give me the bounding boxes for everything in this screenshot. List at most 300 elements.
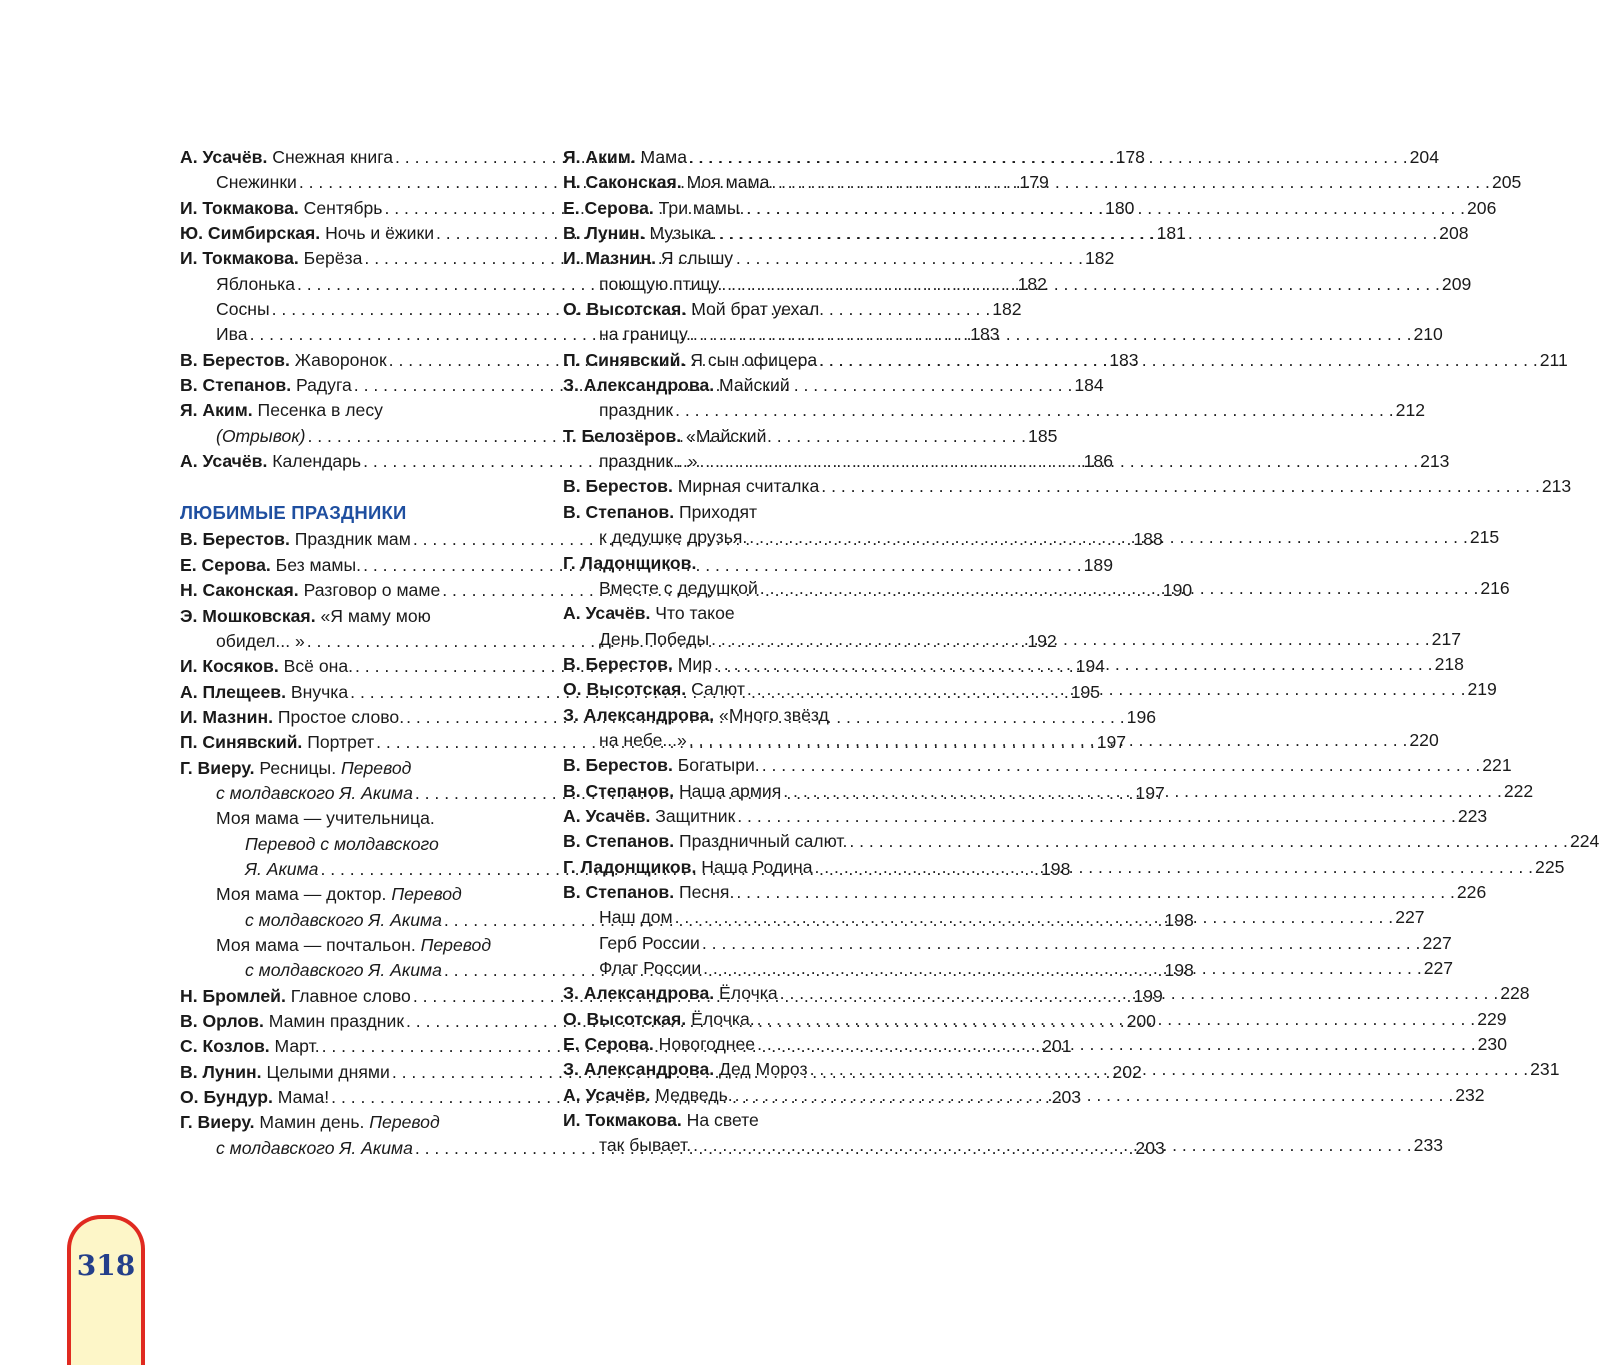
toc-title: Музыка.	[649, 223, 717, 244]
toc-title: Новогоднее	[658, 1034, 756, 1055]
toc-page-number: 215	[1469, 527, 1500, 548]
toc-entry-text	[245, 958, 442, 983]
toc-author: В. Лунин.	[563, 223, 645, 244]
toc-entry-text	[180, 680, 348, 705]
toc-entry[interactable]	[563, 373, 910, 398]
toc-page-number: 218	[1434, 653, 1464, 674]
toc-translation-note: (Отрывок)	[216, 425, 306, 446]
toc-title: праздник...»	[599, 451, 698, 472]
toc-entry-text	[180, 348, 387, 373]
toc-entry[interactable]	[563, 398, 1426, 423]
toc-author: Н. Саконская.	[180, 580, 299, 601]
toc-entry-text	[563, 1108, 759, 1133]
toc-entry[interactable]	[563, 829, 1599, 854]
toc-author: А. Усачёв.	[563, 603, 651, 624]
dot-leader	[771, 170, 1490, 195]
toc-author: Е. Серова.	[563, 1034, 654, 1055]
toc-title: на небе...»	[599, 729, 687, 750]
toc-entry[interactable]	[563, 474, 1572, 499]
toc-title: Мой брат уехал	[691, 299, 820, 320]
toc-entry-text	[563, 804, 735, 829]
toc-author: Я. Аким.	[180, 400, 253, 421]
toc-page-number: 205	[1491, 172, 1522, 193]
toc-page-number: 210	[1413, 324, 1443, 345]
toc-entry[interactable]	[180, 832, 526, 857]
toc-page-number: 227	[1395, 907, 1425, 928]
toc-title: Всё она.	[283, 656, 354, 677]
toc-page-number: 188	[1133, 529, 1163, 550]
toc-author: В. Берестов.	[563, 476, 673, 497]
toc-title: Снежинки	[216, 172, 297, 193]
toc-author: О. Высотская.	[563, 299, 687, 320]
toc-entry-text	[180, 604, 431, 629]
toc-title: Моя мама — учительница.	[216, 808, 435, 829]
toc-title: Наш дом	[599, 907, 673, 928]
toc-title: Мирная считалка	[677, 476, 820, 497]
toc-page-number: 180	[1105, 197, 1135, 218]
toc-author: Г. Ладонщиков.	[563, 856, 697, 877]
toc-page-number: 200	[1126, 1011, 1156, 1031]
toc-author: З. Александрова.	[563, 375, 715, 396]
toc-entry-text	[216, 424, 305, 449]
toc-author: Я. Аким.	[563, 147, 636, 167]
toc-title: Богатыри.	[677, 755, 760, 776]
toc-title: Календарь	[272, 451, 362, 472]
dot-leader	[675, 905, 1394, 930]
toc-title: Ресницы.	[259, 757, 337, 778]
toc-title: Ночь и ёжики	[325, 223, 435, 244]
toc-page-number: 194	[1075, 656, 1105, 677]
toc-title: поющую птицу	[599, 273, 720, 294]
toc-author: А. Усачёв.	[563, 1084, 651, 1105]
toc-title: Жаворонок	[294, 349, 387, 370]
toc-entry-text	[216, 933, 491, 958]
toc-title: Наша армия	[678, 780, 782, 801]
toc-page-number: 227	[1423, 958, 1454, 978]
toc-title: Праздник мам	[294, 529, 411, 550]
toc-entry[interactable]	[180, 604, 526, 629]
dot-leader	[703, 956, 1422, 981]
toc-entry-text	[245, 832, 439, 857]
dot-leader	[721, 272, 1440, 297]
toc-title: Мир	[677, 653, 713, 674]
toc-title: Главное слово	[290, 985, 411, 1006]
toc-entry-text	[563, 474, 819, 499]
toc-title: Целыми днями	[266, 1061, 390, 1082]
toc-entry[interactable]	[563, 297, 910, 322]
toc-entry-text	[563, 703, 829, 728]
toc-entry-text	[180, 756, 411, 781]
toc-author: Н. Бромлей.	[180, 985, 286, 1006]
toc-page-number: 181	[1156, 223, 1186, 244]
toc-entry[interactable]	[180, 882, 526, 907]
toc-title: Сентябрь	[303, 197, 383, 218]
toc-page-number: 208	[1439, 223, 1469, 244]
toc-title: Разговор о маме	[303, 580, 441, 601]
toc-author: В. Орлов.	[180, 1011, 264, 1031]
dot-leader	[689, 145, 1408, 170]
toc-author: В. Степанов.	[563, 780, 675, 801]
toc-author: П. Синявский.	[563, 349, 686, 370]
toc-entry[interactable]	[180, 398, 526, 423]
toc-title: Снежная книга	[272, 147, 394, 167]
toc-title: Яблонька	[216, 273, 295, 294]
dot-leader	[746, 196, 1465, 221]
toc-page-number: 197	[1135, 782, 1165, 803]
toc-author: В. Степанов.	[563, 831, 675, 852]
toc-entry-text	[216, 297, 270, 322]
toc-entry-text	[180, 1009, 404, 1034]
dot-leader	[700, 449, 1419, 474]
toc-translation-note: с молдавского Я. Акима	[216, 1137, 413, 1158]
toc-title: Песня.	[678, 881, 735, 902]
toc-entry-text	[180, 196, 382, 221]
toc-page-number: 216	[1480, 577, 1510, 598]
toc-title: Берёза	[303, 248, 363, 269]
section-heading: ЛЮБИМЫЕ ПРАЗДНИКИ	[180, 502, 407, 524]
toc-page-number: 185	[1028, 425, 1058, 446]
toc-entry-text	[216, 629, 305, 654]
toc-title: Мама!	[277, 1087, 330, 1108]
toc-title: так бывает.	[599, 1135, 692, 1156]
toc-entry-text	[180, 1034, 320, 1059]
dot-leader	[814, 855, 1533, 880]
toc-entry-text	[180, 1110, 440, 1135]
toc-entry-text	[563, 297, 819, 322]
toc-entry-text	[563, 1007, 755, 1032]
toc-title: Медведь.	[655, 1084, 733, 1105]
toc-entry-text	[216, 322, 248, 347]
toc-translation-note: Перевод	[391, 884, 462, 905]
toc-entry[interactable]	[563, 601, 910, 626]
toc-entry[interactable]	[563, 246, 910, 271]
toc-page-number: 182	[1017, 273, 1047, 294]
toc-entry-text	[180, 246, 362, 271]
dot-leader	[693, 322, 1412, 347]
toc-entry-text	[563, 170, 769, 195]
toc-entry[interactable]	[563, 753, 1512, 778]
toc-entry-text	[563, 829, 847, 854]
toc-entry-text	[563, 196, 744, 221]
toc-page-number: 186	[1083, 451, 1113, 472]
toc-author: И. Мазнин.	[180, 706, 273, 727]
toc-title: Ёлочка.	[691, 1008, 755, 1029]
toc-title: Три мамы.	[658, 197, 745, 218]
toc-title: Дед Мороз	[719, 1059, 808, 1080]
toc-title: Герб России	[599, 932, 700, 953]
toc-entry-text	[180, 527, 411, 552]
page-number-tab	[67, 1215, 145, 1365]
toc-title: Майский	[719, 375, 790, 396]
toc-author: Т. Белозёров.	[563, 425, 682, 446]
toc-entry-text	[563, 1083, 733, 1108]
toc-page-number: 201	[1042, 1036, 1072, 1057]
toc-title: Салют	[691, 679, 745, 700]
dot-leader	[675, 398, 1394, 423]
toc-entry[interactable]	[563, 880, 1487, 905]
toc-page-number: 213	[1420, 451, 1450, 472]
toc-entry[interactable]	[180, 933, 526, 958]
dot-leader	[735, 1083, 1454, 1108]
toc-page-number: 199	[1133, 985, 1163, 1006]
toc-page-number: 198	[1041, 858, 1071, 879]
toc-entry-text	[599, 322, 691, 347]
toc-entry-text	[599, 931, 700, 956]
toc-title: Флаг России	[599, 958, 702, 978]
toc-page-number: 198	[1164, 960, 1194, 981]
toc-page-number: 189	[1083, 554, 1113, 575]
toc-translation-note: Я. Акима	[245, 858, 319, 879]
toc-title: Я сын офицера	[690, 349, 818, 370]
toc-page-number: 182	[1084, 248, 1115, 269]
toc-page-number: 195	[1070, 681, 1101, 702]
toc-author: О. Бундур.	[180, 1087, 273, 1108]
toc-title: Март.	[274, 1036, 320, 1057]
toc-translation-note: Перевод	[340, 757, 412, 778]
dot-leader	[749, 525, 1468, 550]
dot-leader	[747, 677, 1466, 702]
toc-page-number: 217	[1431, 628, 1462, 649]
toc-page-number: 190	[1162, 580, 1193, 601]
dot-leader	[780, 981, 1499, 1006]
toc-entry-text	[216, 806, 435, 831]
toc-entry-text	[245, 857, 318, 882]
dot-leader	[783, 779, 1502, 804]
dot-leader	[737, 804, 1456, 829]
toc-page-number: 198	[1164, 909, 1194, 930]
toc-page-number: 220	[1409, 729, 1439, 750]
toc-entry-text	[216, 781, 413, 806]
toc-author: В. Берестов.	[180, 349, 290, 370]
toc-title: Мамин день.	[259, 1112, 365, 1133]
toc-title: Мама	[640, 147, 688, 167]
toc-author: В. Берестов.	[563, 653, 673, 674]
toc-entry-text	[563, 424, 766, 449]
toc-author: Г. Виеру.	[180, 757, 255, 778]
toc-page-number: 230	[1477, 1034, 1507, 1055]
dot-leader	[757, 1007, 1476, 1032]
toc-author: И. Токмакова.	[180, 248, 299, 269]
toc-entry-text	[563, 981, 778, 1006]
dot-leader	[760, 576, 1479, 601]
toc-title: Простое слово.	[277, 706, 405, 727]
dot-leader	[821, 474, 1540, 499]
toc-entry-text	[180, 449, 361, 474]
toc-title: Ёлочка	[719, 983, 778, 1004]
toc-title: Моя мама — доктор.	[216, 884, 387, 905]
toc-entry-text	[599, 576, 758, 601]
toc-page-number: 192	[1027, 630, 1057, 651]
toc-title: обидел... »	[216, 630, 305, 651]
toc-author: Г. Виеру.	[180, 1112, 255, 1133]
toc-page-number: 211	[1539, 349, 1568, 370]
toc-entry-text	[216, 272, 295, 297]
toc-entry[interactable]	[563, 703, 910, 728]
toc-entry-text	[563, 500, 757, 525]
toc-entry-text	[180, 553, 361, 578]
toc-entry-text	[563, 1057, 808, 1082]
toc-page-number: 223	[1457, 805, 1488, 826]
toc-page-number: 226	[1456, 881, 1487, 902]
dot-leader	[736, 880, 1455, 905]
toc-title: «Я маму мою	[320, 605, 431, 626]
toc-translation-note: с молдавского Я. Акима	[245, 909, 442, 930]
toc-entry-text	[180, 654, 353, 679]
toc-title: Я слышу	[660, 248, 734, 269]
toc-page-number: 179	[1019, 172, 1049, 193]
toc-entry[interactable]	[563, 424, 910, 449]
dot-leader	[714, 652, 1433, 677]
toc-author: А. Плещеев.	[180, 681, 286, 702]
toc-title: Что такое	[655, 603, 735, 624]
toc-author: И. Токмакова.	[563, 1110, 682, 1131]
toc-entry-text	[180, 730, 374, 755]
toc-entry-text	[216, 882, 462, 907]
toc-entry-text	[180, 705, 404, 730]
toc-page-number: 182	[992, 299, 1022, 320]
toc-title: Праздничный салют.	[678, 831, 848, 852]
toc-entry[interactable]	[563, 500, 910, 525]
toc-page-number: 231	[1530, 1059, 1560, 1080]
section-gap	[180, 474, 526, 499]
dot-leader	[762, 753, 1481, 778]
toc-page-number: 183	[970, 324, 1000, 345]
toc-title: Наша Родина	[701, 856, 813, 877]
page-number: 318	[76, 1249, 136, 1282]
toc-author: Н. Саконская.	[563, 172, 682, 193]
dot-leader	[689, 728, 1408, 753]
toc-entry[interactable]	[180, 756, 526, 781]
toc-title: Ива	[216, 324, 248, 345]
toc-entry-text	[563, 677, 745, 702]
toc-entry[interactable]	[563, 1108, 910, 1133]
toc-entry-text	[245, 908, 442, 933]
toc-author: В. Степанов.	[563, 881, 675, 902]
toc-author: А. Усачёв.	[180, 451, 268, 472]
toc-entry-text	[180, 984, 411, 1009]
toc-title: Без мамы.	[275, 554, 362, 575]
toc-page-number: 221	[1482, 755, 1512, 776]
toc-entry-text	[180, 221, 434, 246]
toc-page-number: 178	[1115, 147, 1145, 167]
toc-entry-text	[216, 170, 297, 195]
toc-entry-text	[180, 398, 383, 423]
toc-title: к дедушке друзья.	[599, 527, 748, 548]
toc-title: Мамин праздник	[268, 1011, 405, 1031]
toc-entry-text	[563, 551, 696, 576]
toc-page-number: 232	[1455, 1084, 1485, 1105]
toc-entry-text	[599, 1133, 691, 1158]
toc-page-number: 224	[1569, 831, 1599, 852]
toc-page-number: 219	[1467, 679, 1497, 700]
toc-author: И. Токмакова.	[180, 197, 299, 218]
toc-entry-text	[180, 145, 393, 170]
toc-page-number: 202	[1112, 1061, 1142, 1082]
toc-entry-text	[563, 221, 717, 246]
toc-title: на границу.	[599, 324, 691, 345]
dot-leader	[819, 348, 1538, 373]
toc-author: Ю. Симбирская.	[180, 223, 321, 244]
toc-entry-text	[563, 753, 760, 778]
dot-leader	[702, 931, 1421, 956]
toc-author: З. Александрова.	[563, 1059, 715, 1080]
toc-page-number: 204	[1409, 147, 1439, 167]
toc-entry-text	[563, 601, 735, 626]
toc-entry[interactable]	[180, 806, 526, 831]
toc-page-number: 203	[1051, 1087, 1082, 1108]
toc-title: Моя мама — почтальон.	[216, 934, 416, 955]
toc-page-number: 184	[1074, 375, 1104, 396]
toc-author: В. Степанов.	[180, 375, 292, 396]
toc-entry-text	[563, 145, 687, 170]
toc-page-number: 209	[1441, 273, 1472, 294]
dot-leader	[719, 221, 1438, 246]
toc-translation-note: Перевод с молдавского	[245, 833, 439, 854]
toc-entry-text	[563, 246, 733, 271]
toc-author: В. Лунин.	[180, 1061, 262, 1082]
toc-entry-text	[599, 905, 673, 930]
toc-entry-text	[563, 652, 712, 677]
toc-translation-note: с молдавского Я. Акима	[245, 960, 442, 981]
dot-leader	[757, 1032, 1476, 1057]
toc-title: Моя мама	[686, 172, 770, 193]
dot-leader	[810, 1057, 1529, 1082]
toc-author: П. Синявский.	[180, 732, 303, 753]
toc-entry-text	[599, 627, 709, 652]
toc-author: И. Косяков.	[180, 656, 279, 677]
toc-title: праздник	[599, 400, 674, 421]
toc-title: День Победы	[599, 628, 710, 649]
toc-title: «Майский	[686, 425, 767, 446]
toc-title: Портрет	[307, 732, 375, 753]
toc-entry-text	[599, 956, 701, 981]
toc-entry-text	[599, 272, 719, 297]
toc-entry-text	[599, 525, 747, 550]
toc-title: Сосны	[216, 299, 270, 320]
toc-entry-text	[599, 728, 687, 753]
toc-entry-text	[599, 398, 673, 423]
toc-author: А. Усачёв.	[563, 805, 651, 826]
toc-entry[interactable]	[563, 551, 910, 576]
toc-title: На свете	[686, 1110, 759, 1131]
toc-entry-text	[599, 449, 698, 474]
toc-author: В. Степанов.	[563, 501, 675, 522]
toc-page-number: 227	[1422, 932, 1452, 953]
toc-page-number: 222	[1503, 780, 1534, 801]
toc-page-number: 183	[1109, 349, 1139, 370]
toc-author: Э. Мошковская.	[180, 605, 316, 626]
toc-author: Е. Серова.	[180, 554, 271, 575]
dot-leader	[711, 627, 1430, 652]
toc-entry-text	[563, 348, 817, 373]
toc-title: «Много звёзд	[719, 704, 829, 725]
toc-entry-text	[563, 880, 734, 905]
toc-entry[interactable]	[563, 804, 1488, 829]
toc-page-number: 206	[1467, 197, 1497, 218]
toc-page-number: 196	[1126, 706, 1157, 727]
toc-page-number: 203	[1135, 1137, 1165, 1158]
toc-entry[interactable]	[180, 1110, 526, 1135]
toc-entry[interactable]	[563, 931, 1452, 956]
dot-leader	[693, 1133, 1412, 1158]
toc-title: Внучка	[290, 681, 349, 702]
toc-translation-note: с молдавского Я. Акима	[216, 782, 413, 803]
toc-author: В. Берестов.	[180, 529, 290, 550]
toc-author: З. Александрова.	[563, 983, 715, 1004]
toc-author: Е. Серова.	[563, 197, 654, 218]
toc-page-number: 233	[1413, 1135, 1444, 1156]
toc-entry-text	[180, 1085, 329, 1110]
